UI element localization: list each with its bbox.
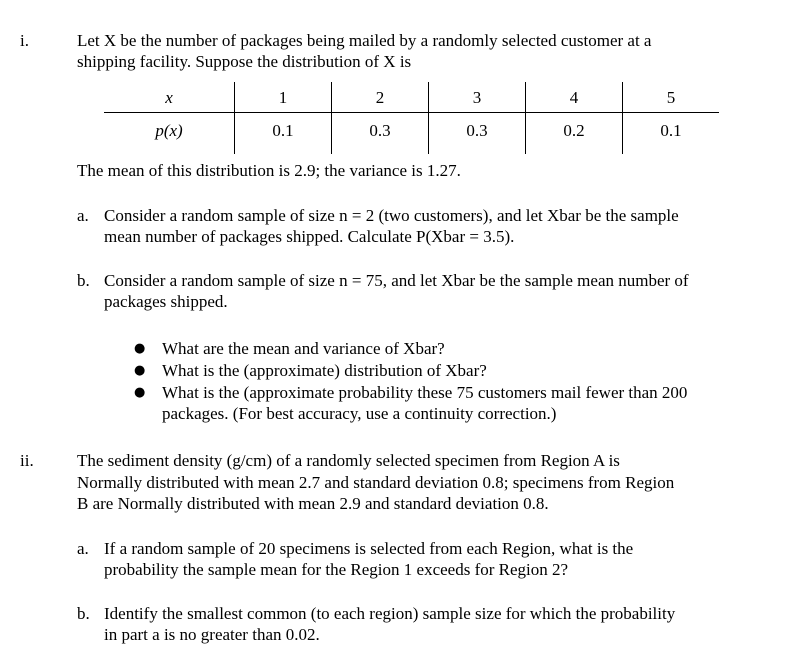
- part-a-letter: a.: [77, 206, 89, 225]
- table-p-value: 0.1: [272, 121, 294, 140]
- table-p-value: 0.3: [369, 121, 391, 140]
- table-x-value: 2: [375, 88, 385, 107]
- mean-variance-statement: The mean of this distribution is 2.9; the variance is 1.27.: [77, 161, 461, 180]
- bullet-item-text: What are the mean and variance of Xbar?: [162, 339, 445, 358]
- part-a-line1: Consider a random sample of size n = 2 (two customers), and let Xbar be the sample: [104, 206, 679, 225]
- table-header-rule: [104, 112, 719, 113]
- bullet-item-text: What is the (approximate probability these 75 customers mail fewer than 200: [162, 383, 688, 402]
- bullet-item-text-continued: packages. (For best accuracy, use a continuity correction.): [162, 404, 557, 423]
- bullet-item-text: What is the (approximate) distribution of Xbar?: [162, 361, 487, 380]
- distribution-table: [104, 82, 719, 154]
- bullet-dot: ●: [134, 385, 146, 400]
- problem-i-intro-line1: Let X be the number of packages being mailed by a randomly selected customer at a: [77, 31, 652, 50]
- bullet-dot: ●: [134, 363, 146, 378]
- bullet-dot: ●: [134, 341, 146, 356]
- part-b-letter: b.: [77, 604, 90, 623]
- table-x-value: 3: [472, 88, 482, 107]
- problem-i-numeral: i.: [20, 31, 29, 50]
- part-b-line2: packages shipped.: [104, 292, 228, 311]
- part-b-line2: in part a is no greater than 0.02.: [104, 625, 320, 644]
- part-b-letter: b.: [77, 271, 90, 290]
- problem-ii-line3: B are Normally distributed with mean 2.9 and standard deviation 0.8.: [77, 494, 549, 513]
- problem-ii-line2: Normally distributed with mean 2.7 and standard deviation 0.8; specimens from Region: [77, 473, 675, 492]
- problem-ii-line1: The sediment density (g/cm) of a randomly selected specimen from Region A is: [77, 451, 620, 470]
- table-header-label: x: [165, 88, 173, 107]
- table-p-value: 0.2: [563, 121, 585, 140]
- problem-ii-numeral: ii.: [20, 451, 34, 470]
- part-a-letter: a.: [77, 539, 89, 558]
- part-a-line2: mean number of packages shipped. Calculate P(Xbar = 3.5).: [104, 227, 515, 246]
- table-p-value: 0.1: [660, 121, 682, 140]
- part-b-line1: Consider a random sample of size n = 75, and let Xbar be the sample mean number of: [104, 271, 689, 290]
- table-prob-label: p(x): [155, 121, 183, 140]
- part-a-line2: probability the sample mean for the Region 1 exceeds for Region 2?: [104, 560, 569, 579]
- problem-i-intro-line2: shipping facility. Suppose the distribution of X is: [77, 52, 412, 71]
- table-p-value: 0.3: [466, 121, 488, 140]
- table-x-value: 1: [278, 88, 288, 107]
- table-x-value: 5: [666, 88, 676, 107]
- part-a-line1: If a random sample of 20 specimens is selected from each Region, what is the: [104, 539, 634, 558]
- part-b-line1: Identify the smallest common (to each region) sample size for which the probability: [104, 604, 676, 623]
- table-x-value: 4: [569, 88, 579, 107]
